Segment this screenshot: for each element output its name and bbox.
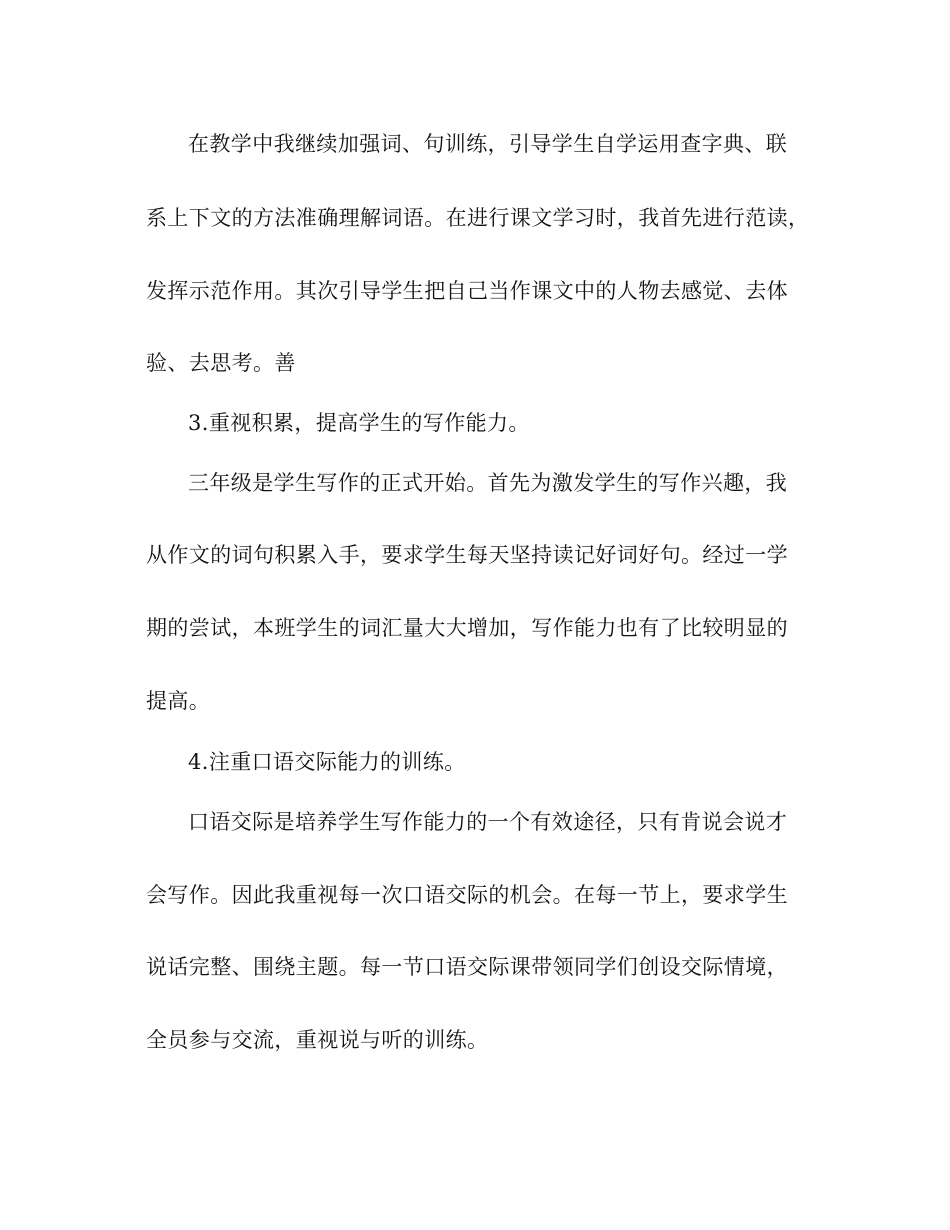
paragraph-2-line-3: 期的尝试，本班学生的词汇量大大增加，写作能力也有了比较明显的: [146, 616, 788, 640]
paragraph-1-line-3: 发挥示范作用。其次引导学生把自己当作课文中的人物去感觉、去体: [146, 279, 788, 303]
paragraph-1-line-2: 系上下文的方法准确理解词语。在进行课文学习时，我首先进行范读，: [146, 206, 810, 230]
paragraph-2-line-4: 提高。: [146, 689, 211, 713]
paragraph-3-line-4: 全员参与交流，重视说与听的训练。: [146, 1028, 489, 1052]
paragraph-3-line-1: 口语交际是培养学生写作能力的一个有效途径，只有肯说会说才: [188, 810, 788, 834]
paragraph-3-line-3: 说话完整、围绕主题。每一节口语交际课带领同学们创设交际情境，: [146, 955, 788, 979]
section-heading-4: 4.注重口语交际能力的训练。: [188, 750, 466, 774]
paragraph-2-line-2: 从作文的词句积累入手，要求学生每天坚持读记好词好句。经过一学: [146, 543, 788, 567]
paragraph-2-line-1: 三年级是学生写作的正式开始。首先为激发学生的写作兴趣，我: [188, 471, 788, 495]
paragraph-1-line-4: 验、去思考。善: [146, 351, 296, 375]
paragraph-1-line-1: 在教学中我继续加强词、句训练，引导学生自学运用查字典、联: [188, 132, 788, 156]
section-heading-3: 3.重视积累，提高学生的写作能力。: [188, 411, 530, 435]
paragraph-3-line-2: 会写作。因此我重视每一次口语交际的机会。在每一节上，要求学生: [146, 883, 788, 907]
